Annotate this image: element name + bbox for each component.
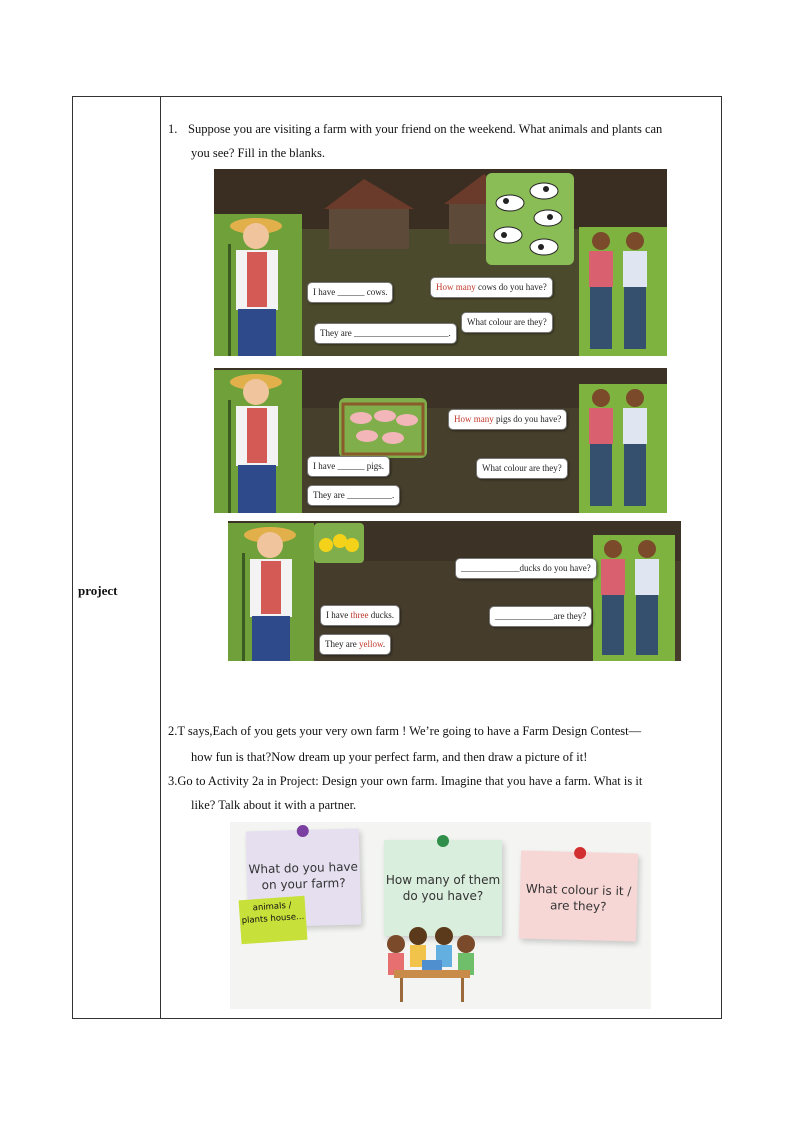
two-boys-figure [593,535,675,661]
tag-animals-plants: animals / plants house... [239,896,308,944]
question-bubble-what-colour-ducks: _____________are they? [489,606,592,627]
two-boys-figure [579,384,667,513]
task1-line1: Suppose you are visiting a farm with your friend on the weekend. What animals and plants can [188,122,663,136]
question-bubble-how-many-pigs [448,409,567,430]
answer-text: I have [326,610,351,620]
cows-picture [486,173,574,265]
ducks-picture [314,523,364,563]
answer-bubble-cows-number: I have ______ cows. [307,282,393,303]
note-text: How many of them do you have? [385,873,501,903]
pushpin-icon [573,847,585,859]
question-bubble-how-many-ducks: _____________ducks do you have? [455,558,597,579]
task2-line2: how fun is that?Now dream up your perfect farm, and then draw a picture of it! [191,750,588,764]
task3-line1: 3.Go to Activity 2a in Project: Design your own farm. Imagine that you have a farm. What is it [168,774,643,788]
answer-bubble-cows-colour: They are _____________________. [314,323,457,344]
note-text: What colour is it / are they? [525,881,632,914]
answer-bubble-ducks-colour [319,634,391,655]
task3-line2: like? Talk about it with a partner. [191,798,357,812]
question-bubble-colour: What colour are they? [461,312,553,333]
farm-panel-pigs [214,368,667,513]
answer-red-word: three [350,610,369,620]
farm-panel-ducks [228,521,681,661]
children-at-table-figure [374,920,490,1008]
question-rest: cows do you have? [475,282,547,292]
question-bubble-how-many-cows [430,277,553,298]
note-text: What do you have on your farm? [248,859,359,893]
answer-bubble-pigs-number: I have ______ pigs. [307,456,390,477]
farmer-figure [214,370,302,513]
farmer-figure [214,214,302,356]
pushpin-icon [437,835,449,847]
row-label: project [78,583,118,598]
answer-bubble-pigs-colour: They are __________. [307,485,400,506]
question-keyword: How many [436,282,476,292]
two-boys-figure [579,227,667,356]
answer-text: They are [325,639,359,649]
answer-text-end: ducks. [368,610,394,620]
task1-line2: you see? Fill in the blanks. [191,146,326,160]
task1-number: 1. [168,122,178,136]
answer-bubble-ducks-number [320,605,400,626]
pigs-picture [339,398,427,458]
question-rest: pigs do you have? [493,414,562,424]
farmer-figure [228,523,314,661]
answer-red-word: yellow [358,639,383,649]
farm-panel-cows [214,169,667,356]
pushpin-icon [296,825,308,837]
question-keyword: How many [454,414,494,424]
question-bubble-colour: What colour are they? [476,458,568,479]
note-what-colour [519,850,638,941]
discussion-illustration [230,822,651,1009]
task2-line1: 2.T says,Each of you gets your very own farm ! We’re going to have a Farm Design Contest— [168,724,642,738]
answer-text-end: . [382,639,386,649]
column-divider [160,97,161,1018]
